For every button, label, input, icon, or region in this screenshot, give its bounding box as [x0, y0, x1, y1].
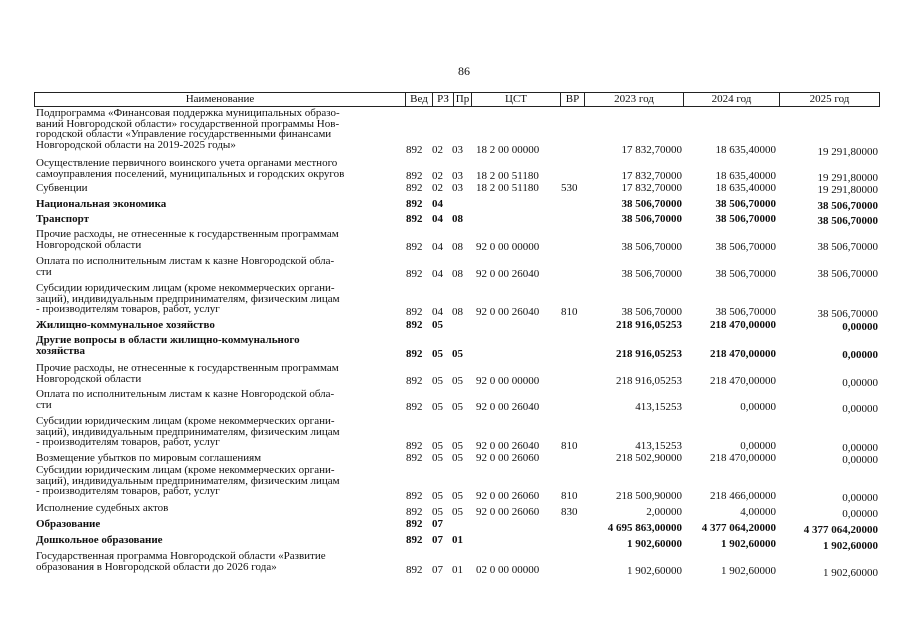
row-name: Государственная программа Новгородской области «Развитие образования в Новгородской области до 2026 года»: [36, 550, 326, 573]
table-row: [34, 183, 882, 196]
row-2025: 0,00000: [842, 442, 878, 454]
row-2023: 17 832,70000: [621, 170, 682, 182]
row-2023: 38 506,70000: [621, 198, 682, 210]
row-pr: 01: [452, 564, 463, 576]
row-name: Осуществление первичного воинского учета органами местного самоуправления поселений, муниципальных и городских округов: [36, 157, 345, 180]
row-cst: 92 0 00 26040: [476, 440, 540, 452]
row-2024: 38 506,70000: [715, 198, 776, 210]
row-name: Исполнение судебных актов: [36, 502, 169, 514]
row-cst: 18 2 00 51180: [476, 170, 539, 182]
table-row: [34, 464, 882, 504]
row-ved: 892: [406, 564, 423, 576]
row-vr: 810: [561, 490, 578, 502]
table-row: [34, 320, 882, 333]
header-ved: Вед: [405, 93, 432, 106]
row-name: Оплата по исполнительным листам к казне Новгородской обла- сти: [36, 255, 335, 278]
row-name: Возмещение убытков по мировым соглашениям: [36, 452, 262, 464]
row-ved: 892: [406, 182, 423, 194]
row-name: Транспорт: [36, 213, 89, 225]
row-rz: 04: [432, 241, 443, 253]
row-rz: 05: [432, 319, 443, 331]
row-2023: 1 902,60000: [627, 565, 682, 577]
row-ved: 892: [406, 534, 423, 546]
row-name: Прочие расходы, не отнесенные к государственным программам Новгородской области: [36, 362, 339, 385]
row-2024: 18 635,40000: [715, 144, 776, 156]
row-name: Прочие расходы, не отнесенные к государственным программам Новгородской области: [36, 228, 339, 251]
row-2023: 17 832,70000: [621, 144, 682, 156]
row-pr: 05: [452, 348, 463, 360]
row-2025: 38 506,70000: [817, 241, 878, 253]
header-cst: ЦСТ: [471, 93, 560, 106]
row-cst: 92 0 00 00000: [476, 241, 540, 253]
row-rz: 05: [432, 452, 443, 464]
row-ved: 892: [406, 490, 423, 502]
row-2025: 38 506,70000: [817, 268, 878, 280]
row-ved: 892: [406, 319, 423, 331]
row-rz: 04: [432, 268, 443, 280]
table-header: [34, 92, 880, 107]
row-ved: 892: [406, 506, 423, 518]
row-name: Субсидии юридическим лицам (кроме некоммерческих органи- заций), индивидуальным предпринимателям, физическим лицам - производителям товаров, работ, услуг: [36, 415, 340, 448]
row-cst: 18 2 00 51180: [476, 182, 539, 194]
row-2024: 1 902,60000: [721, 538, 776, 550]
row-rz: 07: [432, 534, 443, 546]
row-2025: 1 902,60000: [823, 540, 878, 552]
header-2024: 2024 год: [683, 93, 779, 106]
row-2024: 218 470,00000: [710, 348, 776, 360]
row-rz: 05: [432, 348, 443, 360]
table-row: [34, 534, 882, 552]
row-2025: 38 506,70000: [817, 215, 878, 227]
row-cst: 92 0 00 26060: [476, 506, 540, 518]
row-pr: 08: [452, 306, 463, 318]
row-rz: 04: [432, 306, 443, 318]
row-pr: 01: [452, 534, 463, 546]
row-2024: 1 902,60000: [721, 565, 776, 577]
row-2023: 4 695 863,00000: [607, 522, 682, 534]
row-2023: 413,15253: [635, 401, 682, 413]
row-2024: 218 466,00000: [710, 490, 776, 502]
row-2023: 218 502,90000: [616, 452, 682, 464]
page-number: 86: [458, 64, 470, 78]
row-ved: 892: [406, 375, 423, 387]
row-2025: 0,00000: [842, 454, 878, 466]
row-2024: 38 506,70000: [715, 213, 776, 225]
row-vr: 810: [561, 306, 578, 318]
row-2025: 0,00000: [842, 321, 878, 333]
row-rz: 04: [432, 213, 443, 225]
row-2025: 0,00000: [842, 403, 878, 415]
row-2025: 38 506,70000: [817, 200, 878, 212]
row-ved: 892: [406, 213, 423, 225]
row-vr: 830: [561, 506, 578, 518]
row-pr: 05: [452, 452, 463, 464]
row-ved: 892: [406, 306, 423, 318]
row-2023: 2,00000: [646, 506, 682, 518]
row-2024: 0,00000: [740, 401, 776, 413]
row-2025: 4 377 064,20000: [803, 524, 878, 536]
row-rz: 04: [432, 198, 443, 210]
row-name: Субсидии юридическим лицам (кроме некоммерческих органи- заций), индивидуальным предпринимателям, физическим лицам - производителям товаров, работ, услуг: [36, 282, 340, 315]
row-rz: 07: [432, 564, 443, 576]
table-row: [34, 335, 882, 363]
table-row: [34, 158, 882, 182]
row-name: Оплата по исполнительным листам к казне Новгородской обла- сти: [36, 388, 335, 411]
row-2024: 38 506,70000: [715, 306, 776, 318]
row-ved: 892: [406, 452, 423, 464]
row-2024: 218 470,00000: [710, 452, 776, 464]
row-rz: 05: [432, 401, 443, 413]
row-name: Субвенции: [36, 182, 88, 194]
row-rz: 02: [432, 144, 443, 156]
row-2023: 218 916,05253: [616, 348, 682, 360]
row-name: Жилищно-коммунальное хозяйство: [36, 319, 215, 331]
row-cst: 92 0 00 26060: [476, 490, 540, 502]
row-cst: 92 0 00 00000: [476, 375, 540, 387]
row-2024: 38 506,70000: [715, 268, 776, 280]
row-pr: 03: [452, 182, 463, 194]
row-2024: 38 506,70000: [715, 241, 776, 253]
row-2024: 218 470,00000: [710, 319, 776, 331]
row-pr: 08: [452, 213, 463, 225]
row-2025: 0,00000: [842, 492, 878, 504]
header-2023: 2023 год: [584, 93, 683, 106]
row-2025: 1 902,60000: [823, 567, 878, 579]
row-2025: 0,00000: [842, 377, 878, 389]
row-2025: 19 291,80000: [817, 146, 878, 158]
row-vr: 530: [561, 182, 578, 194]
row-2024: 4 377 064,20000: [701, 522, 776, 534]
row-rz: 05: [432, 440, 443, 452]
row-2024: 18 635,40000: [715, 170, 776, 182]
table-row: [34, 214, 882, 227]
row-pr: 03: [452, 170, 463, 182]
row-ved: 892: [406, 518, 423, 530]
row-name: Дошкольное образование: [36, 534, 163, 546]
row-pr: 05: [452, 506, 463, 518]
row-2024: 18 635,40000: [715, 182, 776, 194]
row-2025: 0,00000: [842, 508, 878, 520]
table-row: [34, 256, 882, 280]
row-ved: 892: [406, 440, 423, 452]
row-ved: 892: [406, 144, 423, 156]
table-row: [34, 551, 882, 579]
row-rz: 07: [432, 518, 443, 530]
row-cst: 92 0 00 26060: [476, 452, 540, 464]
row-pr: 03: [452, 144, 463, 156]
row-2024: 4,00000: [740, 506, 776, 518]
row-rz: 02: [432, 170, 443, 182]
row-pr: 05: [452, 375, 463, 387]
row-2025: 0,00000: [842, 349, 878, 361]
row-2023: 218 916,05253: [616, 375, 682, 387]
table-row: [34, 389, 882, 413]
header-vr: ВР: [560, 93, 584, 106]
table-row: [34, 283, 882, 319]
row-pr: 05: [452, 490, 463, 502]
row-2023: 38 506,70000: [621, 268, 682, 280]
row-ved: 892: [406, 401, 423, 413]
table-row: [34, 199, 882, 212]
row-2023: 413,15253: [635, 440, 682, 452]
header-rz: РЗ: [432, 93, 453, 106]
row-2023: 218 916,05253: [616, 319, 682, 331]
row-rz: 05: [432, 506, 443, 518]
table-row: [34, 416, 882, 452]
row-rz: 02: [432, 182, 443, 194]
row-ved: 892: [406, 348, 423, 360]
row-pr: 05: [452, 440, 463, 452]
row-rz: 05: [432, 375, 443, 387]
table-row: [34, 108, 882, 156]
row-pr: 08: [452, 241, 463, 253]
table-row: [34, 518, 882, 536]
row-ved: 892: [406, 170, 423, 182]
row-2025: 19 291,80000: [817, 172, 878, 184]
row-name: Подпрограмма «Финансовая поддержка муниципальных образо- ваний Новгородской области» государственной программы Нов- городской области «Управление государственными финансами Новгородской области на 2019-2025 годы»: [36, 107, 340, 151]
row-name: Национальная экономика: [36, 198, 167, 210]
row-name: Субсидии юридическим лицам (кроме некоммерческих органи- заций), индивидуальным предпринимателям, физическим лицам - производителям товаров, работ, услуг: [36, 464, 340, 497]
table-row: [34, 229, 882, 253]
row-2024: 218 470,00000: [710, 375, 776, 387]
row-ved: 892: [406, 198, 423, 210]
row-2025: 19 291,80000: [817, 184, 878, 196]
row-pr: 08: [452, 268, 463, 280]
row-cst: 18 2 00 00000: [476, 144, 540, 156]
row-ved: 892: [406, 268, 423, 280]
row-vr: 810: [561, 440, 578, 452]
row-2025: 38 506,70000: [817, 308, 878, 320]
row-2023: 38 506,70000: [621, 241, 682, 253]
row-2023: 38 506,70000: [621, 306, 682, 318]
row-ved: 892: [406, 241, 423, 253]
header-name: Наименование: [185, 93, 255, 105]
row-name: Образование: [36, 518, 101, 530]
row-2024: 0,00000: [740, 440, 776, 452]
table-row: [34, 502, 882, 520]
row-name: Другие вопросы в области жилищно-коммунального хозяйства: [36, 334, 300, 357]
row-2023: 17 832,70000: [621, 182, 682, 194]
row-2023: 38 506,70000: [621, 213, 682, 225]
row-cst: 92 0 00 26040: [476, 268, 540, 280]
row-pr: 05: [452, 401, 463, 413]
row-2023: 1 902,60000: [627, 538, 682, 550]
header-2025: 2025 год: [779, 93, 879, 106]
row-rz: 05: [432, 490, 443, 502]
table-row: [34, 363, 882, 387]
row-cst: 02 0 00 00000: [476, 564, 540, 576]
row-cst: 92 0 00 26040: [476, 306, 540, 318]
header-pr: Пр: [453, 93, 471, 106]
row-2023: 218 500,90000: [616, 490, 682, 502]
row-cst: 92 0 00 26040: [476, 401, 540, 413]
